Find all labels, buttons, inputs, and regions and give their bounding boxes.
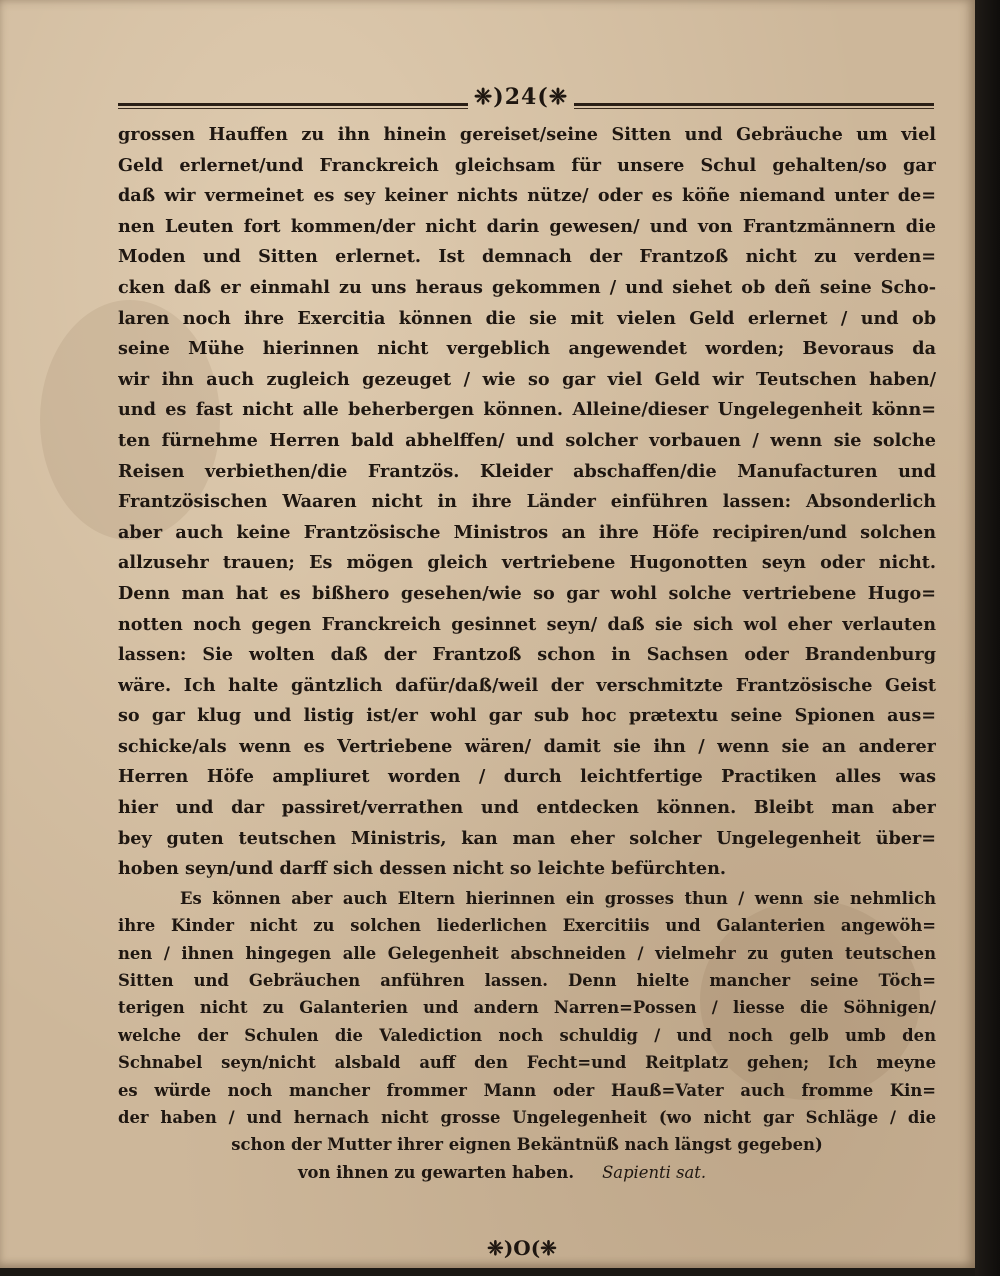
- ornament-left-icon: ❈: [473, 84, 494, 110]
- text-line: von ihnen zu gewarten haben.: [298, 1162, 575, 1182]
- text-line: wäre. Ich halte gäntzlich dafür/daß/weil der verschmitzte Frantzösische Geist: [118, 674, 936, 696]
- page-number-value: 24: [504, 84, 538, 110]
- text-line: und es fast nicht alle beherbergen können. Alleine/dieser Ungelegenheit könn=: [118, 399, 936, 421]
- text-line: cken daß er einmahl zu uns heraus gekommen / und siehet ob deñ seine Scho-: [118, 276, 936, 298]
- text-line: der haben / und hernach nicht grosse Ungelegenheit (wo nicht gar Schläge / die: [118, 1107, 936, 1127]
- text-line: lassen: Sie wolten daß der Frantzoß schon in Sachsen oder Brandenburg: [118, 644, 936, 666]
- text-line: hoben seyn/und darff sich dessen nicht so leichte befürchten.: [118, 858, 727, 880]
- text-line: aber auch keine Frantzösische Ministros an ihre Höfe recipiren/und solchen: [118, 521, 936, 543]
- paragraph-1: [118, 120, 936, 885]
- text-line: nen / ihnen hingegen alle Gelegenheit abschneiden / vielmehr zu guten teutschen: [118, 943, 936, 963]
- ornament-right-icon: ❈: [540, 1236, 557, 1260]
- text-line: Sitten und Gebräuchen anführen lassen. Denn hielte mancher seine Töch=: [118, 971, 936, 991]
- page-footer: ❈)O(❈: [487, 1236, 557, 1260]
- text-line: grossen Hauffen zu ihn hinein gereiset/seine Sitten und Gebräuche um viel: [118, 124, 936, 145]
- book-edge-bottom: [0, 1268, 975, 1276]
- text-line: schicke/als wenn es Vertriebene wären/ damit sie ihn / wenn sie an anderer: [118, 735, 936, 757]
- text-line: wir ihn auch zugleich gezeuget / wie so gar viel Geld wir Teutschen haben/: [118, 368, 936, 390]
- text-line: Denn man hat es bißhero gesehen/wie so gar wohl solche vertriebene Hugo=: [118, 582, 936, 604]
- closing-line: [118, 1159, 936, 1186]
- text-line: terigen nicht zu Galanterien und andern Narren=Possen / liesse die Söhnigen/: [118, 998, 936, 1018]
- text-line: Schnabel seyn/nicht alsbald auff den Fecht=und Reitplatz gehen; Ich meyne: [118, 1053, 936, 1073]
- text-line: daß wir vermeinet es sey keiner nichts nütze/ oder es köñe niemand unter de=: [118, 185, 936, 207]
- book-edge-right: [975, 0, 1000, 1276]
- text-line: welche der Schulen die Valediction noch schuldig / und noch gelb umb den: [118, 1025, 936, 1045]
- text-line: notten noch gegen Franckreich gesinnet seyn/ daß sie sich wol eher verlauten: [118, 613, 936, 635]
- text-line: schon der Mutter ihrer eignen Bekäntnüß nach längst gegeben): [231, 1135, 823, 1155]
- closing-phrase: Sapienti sat.: [602, 1162, 707, 1182]
- text-line: Moden und Sitten erlernet. Ist demnach der Frantzoß nicht zu verden=: [118, 246, 936, 268]
- text-line: es würde noch mancher frommer Mann oder Hauß=Vater auch fromme Kin=: [118, 1080, 936, 1100]
- header-rule-right: [574, 103, 934, 106]
- text-line: Frantzösischen Waaren nicht in ihre Länder einführen lassen: Absonderlich: [118, 491, 936, 513]
- text-line: bey guten teutschen Ministris, kan man eher solcher Ungelegenheit über=: [118, 827, 936, 849]
- text-line: seine Mühe hierinnen nicht vergeblich angewendet worden; Bevoraus da: [118, 338, 936, 360]
- text-line: ten fürnehme Herren bald abhelffen/ und solcher vorbauen / wenn sie solche: [118, 429, 936, 451]
- text-line: nen Leuten fort kommen/der nicht darin gewesen/ und von Frantzmännern die: [118, 215, 936, 237]
- text-line: Es können aber auch Eltern hierinnen ein grosses thun / wenn sie nehmlich: [180, 888, 936, 908]
- header-rule-right-thin: [574, 108, 934, 109]
- text-line: Reisen verbiethen/die Frantzös. Kleider abschaffen/die Manufacturen und: [118, 460, 936, 482]
- text-line: allzusehr trauen; Es mögen gleich vertriebene Hugonotten seyn oder nicht.: [118, 552, 936, 574]
- paragraph-2: [118, 885, 936, 1186]
- text-line: Herren Höfe ampliuret worden / durch leichtfertige Practiken alles was: [118, 766, 936, 788]
- text-line: laren noch ihre Exercitia können die sie mit vielen Geld erlernet / und ob: [118, 307, 936, 329]
- signature-mark: O: [513, 1236, 531, 1260]
- page-number: ❈)24(❈: [473, 84, 569, 110]
- header-rule-left: [118, 103, 468, 106]
- ornament-right-icon: ❈: [548, 84, 569, 110]
- text-line: hier und dar passiret/verrathen und entdecken können. Bleibt man aber: [118, 797, 936, 819]
- text-line: ihre Kinder nicht zu solchen liederlichen Exercitiis und Galanterien angewöh=: [118, 916, 936, 936]
- ornament-left-icon: ❈: [487, 1236, 504, 1260]
- header-rule-left-thin: [118, 108, 468, 109]
- page-header: [118, 82, 934, 112]
- text-line: so gar klug und listig ist/er wohl gar sub hoc prætextu seine Spionen aus=: [118, 705, 936, 727]
- text-line: Geld erlernet/und Franckreich gleichsam für unsere Schul gehalten/so gar: [118, 154, 936, 176]
- body-text: [118, 120, 936, 1186]
